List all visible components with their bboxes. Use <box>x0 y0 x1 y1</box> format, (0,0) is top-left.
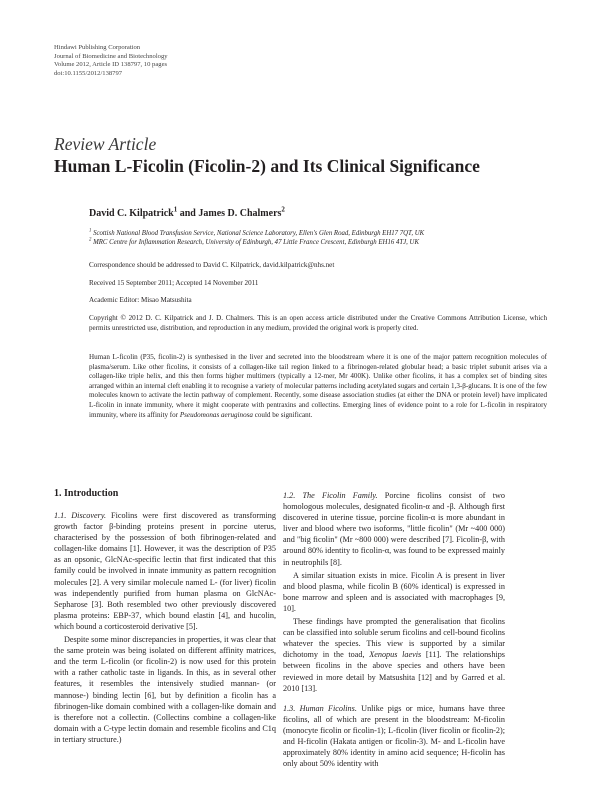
correspondence: Correspondence should be addressed to David C. Kilpatrick, david.kilpatrick@nhs.net <box>89 261 335 269</box>
volume-line: Volume 2012, Article ID 138797, 10 pages <box>54 61 168 69</box>
doi-line[interactable]: doi:10.1155/2012/138797 <box>54 69 123 77</box>
paragraph-text: Ficolins were first discovered as transforming growth factor β-binding proteins present in porcine uterus, characterised by the possession of both fibrinogen-related and collagen-like domains [1]. However, it was the description of P35 as an opsonic, GlcNAc-specific lectin that first indicated that this family could be involved in innate immunity as pattern recognition molecules [2]. A very similar molecule named L- (for liver) ficolin was independently purified from human plasma on GlcNAc-Sepharose [3]. Both resembled two other previously discovered plasma proteins: EBP-37, which bound elastin [4], and hucolin, which bound a corticosteroid derivative [5]. <box>54 511 276 631</box>
affiliation-item <box>89 238 547 247</box>
subsection-title: 1.1. Discovery. <box>54 511 107 520</box>
left-column <box>54 488 276 745</box>
abstract-italic-term: Pseudomonas aeruginosa <box>179 410 253 419</box>
affiliation-marker: 1 <box>89 228 92 234</box>
paragraph <box>283 616 505 694</box>
received-accepted-dates: Received 15 September 2011; Accepted 14 November 2011 <box>89 279 259 287</box>
author-conjunction: and <box>177 208 199 219</box>
paragraph-text: Porcine ficolins consist of two homologous molecules, designated ficolin-α and -β. Although first discovered in uterine tissue, porcine ficolin-α is more abundant in liver and blood where two isoforms, "little ficolin" (Mr ~400 000) and "big ficolin" (Mr ~800 000) were described [7]. Ficolin-β, with around 80% identity to ficolin-α, was found to be expressed mainly in neutrophils [8]. <box>283 491 505 567</box>
abstract-tail: could be significant. <box>252 410 313 419</box>
affiliation-marker: 2 <box>89 238 92 244</box>
copyright-notice: Copyright © 2012 D. C. Kilpatrick and J. D. Chalmers. This is an open access article distributed under the Creative Commons Attribution License, which permits unrestricted use, distribution, and reproduction in any medium, provided the original work is properly cited. <box>89 314 547 332</box>
affiliation-marker: 1 <box>173 205 178 214</box>
paragraph: A similar situation exists in mice. Ficolin A is present in liver and blood plasma, while ficolin B (60% identical) is expressed in bone marrow and spleen and is associated with macrophages [9, 10]. <box>283 570 505 613</box>
article-type: Review Article <box>54 134 157 154</box>
affiliation-text: MRC Centre for Inflammation Research, University of Edinburgh, 47 Little France Crescent, Edinburgh EH16 4TJ, UK <box>93 239 419 247</box>
author-name: David C. Kilpatrick <box>89 208 174 219</box>
paragraph <box>54 510 276 632</box>
paragraph: Despite some minor discrepancies in properties, it was clear that the same protein was being isolated on different affinity matrices, and the term L-ficolin (or ficolin-2) is now used for this protein with a rather catholic taste in ligands. In this, as in several other features, it resembles the intensively studied mannan- (or mannose-) binding lectin [6], but by definition a ficolin has a fibrinogen-like domain combined with a collagen-like domain and is therefore not a collectin. (Collectins combine a collagen-like domain with a C-type lectin domain and resemble ficolins and C1q in tertiary structure.) <box>54 635 276 744</box>
academic-editor: Academic Editor: Misao Matsushita <box>89 296 192 304</box>
paragraph-text: [11]. The relationships between ficolins in the above species and others have been reviewed in more detail by Matsushita [12] and by Garred et al. 2010 [13]. <box>283 650 505 693</box>
affiliation-marker: 2 <box>281 205 285 214</box>
abstract-text: Human L-ficolin (P35, ficolin-2) is synthesised in the liver and secreted into the bloodstream where it is one of the major pattern recognition molecules of plasma/serum. Like other ficolins, it consists of a collagen-like tail region linked to a fibrinogen-related globular head; a basic triplet subunit arises via a collagen-like triple helix, and this then forms higher multimers (typically a 12-mer, Mr 400K). Unlike other ficolins, it has a complex set of binding sites arranged within an internal cleft enabling it to recognise a variety of molecular patterns including acetylated sugars and certain 1,3-β-glucans. It is one of the few molecules known to activate the lectin pathway of complement. Recently, some disease association studies (at either the DNA or protein level) have implicated L-ficolin in innate immunity, where it might cooperate with pentraxins and collectins. Emerging lines of evidence point to a role for L-ficolin in respiratory immunity, where its affinity for <box>89 353 547 419</box>
section-heading: 1. Introduction <box>54 488 119 499</box>
subsection-title: 1.2. The Ficolin Family. <box>283 491 378 500</box>
right-column <box>283 490 505 769</box>
abstract <box>89 353 547 420</box>
journal-header <box>54 44 168 78</box>
paragraph-text: These findings have prompted the generalisation that ficolins can be classified into soluble serum ficolins and cell-bound ficolins whatever the species. This view is supported by a similar dichotomy in the toad, <box>283 617 505 660</box>
affiliation-text: Scottish National Blood Transfusion Service, National Science Laboratory, Ellen's Glen Road, Edinburgh EH17 7QT, UK <box>93 230 425 237</box>
journal-line: Journal of Biomedicine and Biotechnology <box>54 52 168 60</box>
article-title: Human L-Ficolin (Ficolin-2) and Its Clinical Significance <box>54 156 480 176</box>
affiliation-item <box>89 229 547 238</box>
species-name: Xenopus laevis <box>369 650 422 660</box>
subsection-title: 1.3. Human Ficolins. <box>283 703 357 713</box>
author-list <box>89 205 547 219</box>
author-name: James D. Chalmers <box>198 208 282 219</box>
paragraph <box>283 490 505 568</box>
paragraph-text: Unlike pigs or mice, humans have three ficolins, all of which are present in the bloodstream: M-ficolin (monocyte ficolin or ficolin-1); L-ficolin (liver ficolin or ficolin-2); and H-ficolin (Hakata antigen or ficolin-3). M- and L-ficolin have approximately 80% identity in amino acid sequence; H-ficolin has only about 50% identity with <box>283 703 505 769</box>
paragraph <box>283 703 505 770</box>
affiliations <box>89 229 547 248</box>
publisher-line: Hindawi Publishing Corporation <box>54 44 141 51</box>
